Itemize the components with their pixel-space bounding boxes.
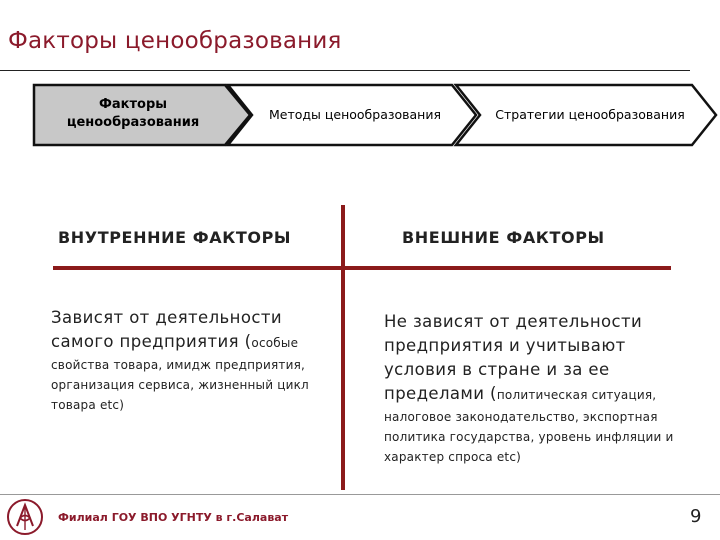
internal-main-text: Зависят от деятельности самого предприятия ( (51, 308, 282, 351)
footer-organization: Филиал ГОУ ВПО УГНТУ в г.Салават (58, 511, 289, 524)
internal-detail-text: особые свойства товара, имидж предприятия, организация сервиса, жизненный цикл товара etc) (51, 336, 309, 412)
internal-factors-heading: ВНУТРЕННИЕ ФАКТОРЫ (58, 228, 292, 247)
step-label-3: Стратегии ценообразования (495, 106, 685, 122)
step-label-2: Методы ценообразования (269, 106, 441, 122)
page-number: 9 (690, 506, 702, 527)
external-detail-text: политическая ситуация, налоговое законодательство, экспортная политика государства, уровень инфляции и характер спроса etc) (384, 388, 674, 464)
horizontal-divider (53, 266, 671, 270)
branch-logo-icon (4, 496, 46, 538)
external-main-text: Не зависят от деятельности предприятия и учитывают условия в стране и за ее пределами ( (384, 312, 643, 403)
process-steps (0, 82, 720, 148)
vertical-divider (341, 205, 345, 490)
step-label-1: Факторы ценообразования (66, 97, 200, 130)
internal-factors-description (51, 306, 313, 414)
footer-divider (0, 494, 720, 495)
external-factors-description (384, 310, 676, 466)
title-divider (0, 70, 690, 71)
slide-title: Факторы ценообразования (8, 28, 342, 54)
external-factors-heading: ВНЕШНИЕ ФАКТОРЫ (402, 228, 605, 247)
